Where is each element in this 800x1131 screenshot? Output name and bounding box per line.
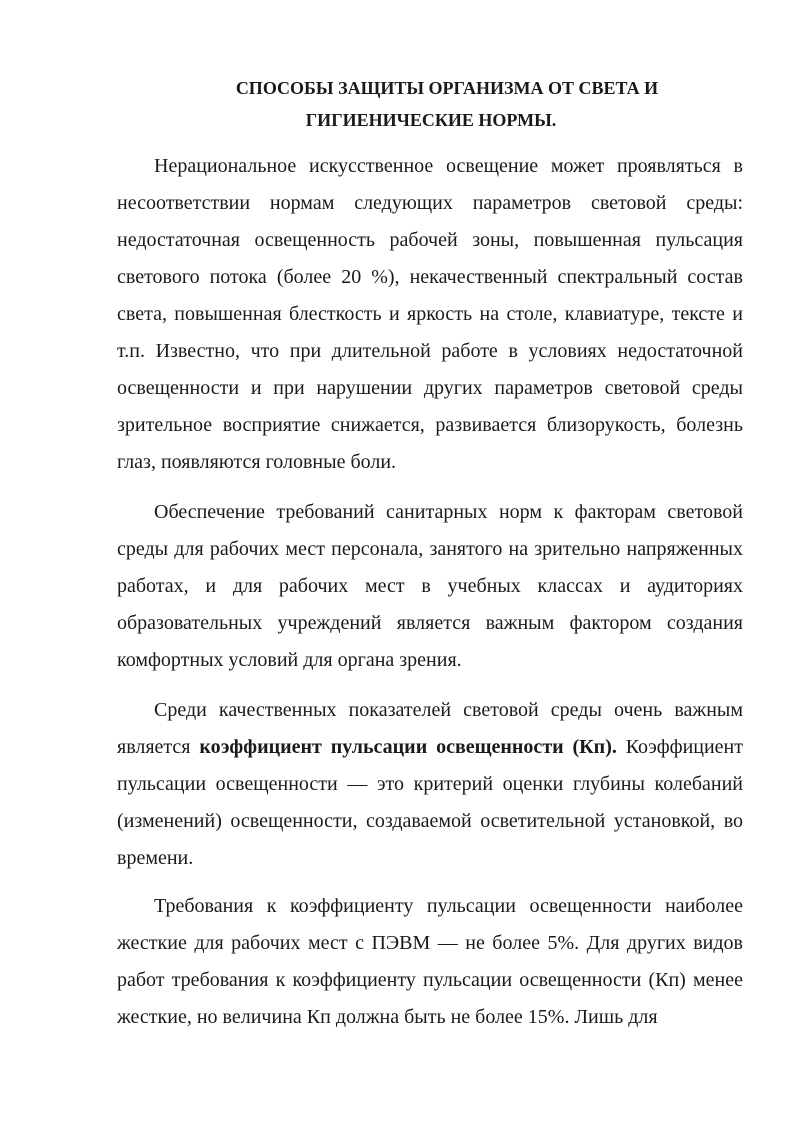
paragraph-sanitary-norms: Обеспечение требований санитарных норм к факторам световой среды для рабочих мест персонала, занятого на зрительно напряженных работах, и для рабочих мест в учебных классах и аудиториях образовательных учреждений является важным фактором создания комфортных условий для органа зрения. [117, 501, 743, 671]
paragraph-pulsation-coefficient [117, 692, 743, 877]
document-title-line-1: СПОСОБЫ ЗАЩИТЫ ОРГАНИЗМА ОТ СВЕТА И [235, 78, 659, 98]
bold-term-pulsation-coefficient: коэффициент пульсации освещенности (Кп). [199, 736, 617, 758]
paragraph-lighting-parameters: Нерациональное искусственное освещение может проявляться в несоответствии нормам следующих параметров световой среды: недостаточная освещенность рабочей зоны, повышенная пульсация светового потока (более 20 %), некачественный спектральный состав света, повышенная блесткость и яркость на столе, клавиатуре, тексте и т.п. Известно, что при длительной работе в условиях недостаточной освещенности и при нарушении других параметров световой среды зрительное восприятие снижается, развивается близорукость, болезнь глаз, появляются головные боли. [117, 155, 743, 473]
paragraph-text-after-term: Коэффициент пульсации освещенности — это критерий оценки глубины колебаний (изменений) освещенности, создаваемой осветительной установкой, во времени. [117, 736, 743, 869]
document-title-line-2: ГИГИЕНИЧЕСКИЕ НОРМЫ. [305, 110, 557, 130]
paragraph-text-before-term: Среди качественных показателей световой среды очень важным является [117, 699, 743, 758]
paragraph-requirements: Требования к коэффициенту пульсации освещенности наиболее жесткие для рабочих мест с ПЭВМ — не более 5%. Для других видов работ требования к коэффициенту пульсации освещенности (Кп) менее жесткие, но величина Кп должна быть не более 15%. Лишь для [117, 895, 743, 1028]
